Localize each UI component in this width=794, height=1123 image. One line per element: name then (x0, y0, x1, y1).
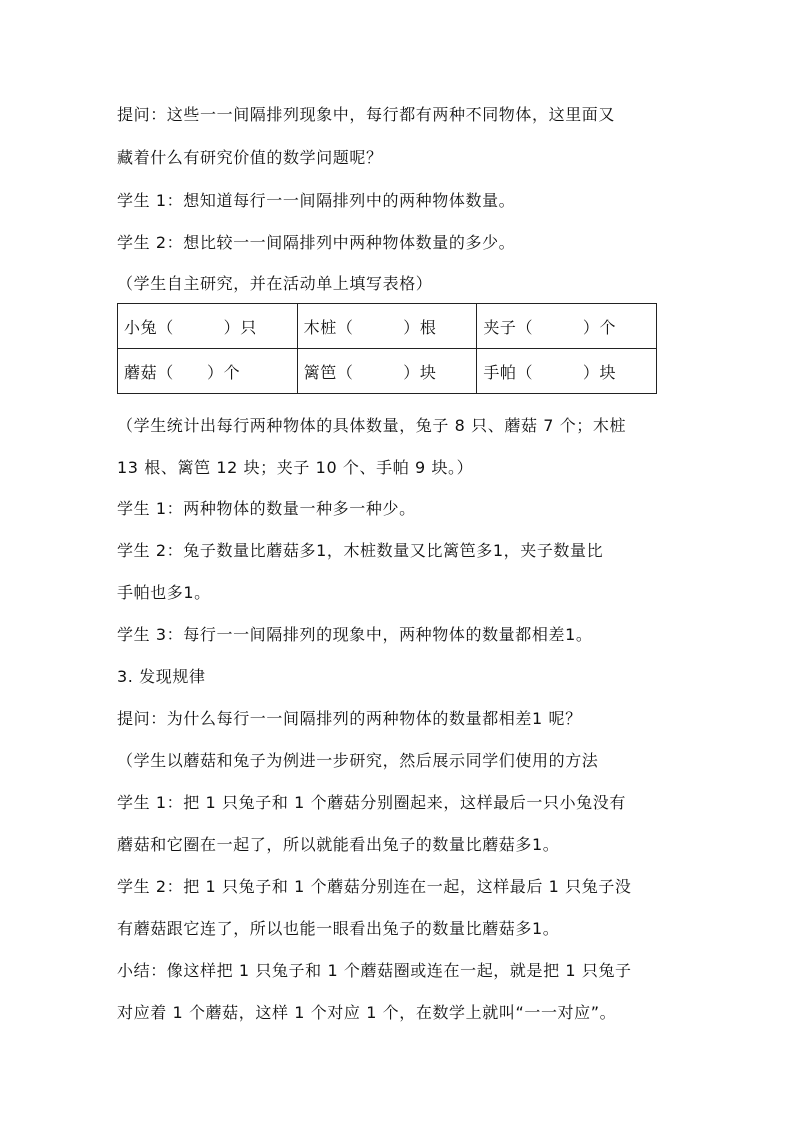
student-1-answer: 学生 1：想知道每行一一间隔排列中的两种物体数量。 (117, 191, 516, 210)
student-2-method-2: 有蘑菇跟它连了，所以也能一眼看出兔子的数量比蘑菇多1。 (117, 919, 560, 938)
question-line-2: 藏着什么有研究价值的数学问题呢？ (117, 148, 383, 167)
table-cell-clip: 夹子（ ）个 (477, 304, 657, 349)
student-2-answer: 学生 2：想比较一一间隔排列中两种物体数量的多少。 (117, 233, 516, 252)
summary-line-2: 对应着 1 个蘑菇，这样 1 个对应 1 个，在数学上就叫“一一对应”。 (117, 1003, 617, 1022)
table-cell-rabbit: 小兔（ ）只 (118, 304, 298, 349)
stats-line-2: 13 根、篱笆 12 块；夹子 10 个、手帕 9 块。） (117, 458, 474, 477)
student-1-method-1: 学生 1：把 1 只兔子和 1 个蘑菇分别圈起来，这样最后一只小兔没有 (117, 793, 626, 812)
table-cell-fence: 篱笆（ ）块 (297, 349, 477, 394)
activity-note: （学生自主研究，并在活动单上填写表格） (117, 274, 433, 293)
student-1-method-2: 蘑菇和它圈在一起了，所以就能看出兔子的数量比蘑菇多1。 (117, 835, 560, 854)
question-why: 提问：为什么每行一一间隔排列的两种物体的数量都相差1 呢？ (117, 709, 582, 728)
table-cell-handkerchief: 手帕（ ）块 (477, 349, 657, 394)
research-note: （学生以蘑菇和兔子为例进一步研究，然后展示同学们使用的方法 (117, 751, 599, 770)
student-3-observation: 学生 3：每行一一间隔排列的现象中，两种物体的数量都相差1。 (117, 625, 593, 644)
student-2-method-1: 学生 2：把 1 只兔子和 1 个蘑菇分别连在一起，这样最后 1 只兔子没 (117, 877, 632, 896)
student-2-observation-1: 学生 2：兔子数量比蘑菇多1，木桩数量又比篱笆多1，夹子数量比 (117, 541, 604, 560)
stats-line-1: （学生统计出每行两种物体的具体数量，兔子 8 只、蘑菇 7 个；木桩 (117, 416, 627, 435)
count-table (117, 303, 657, 394)
student-1-observation: 学生 1：两种物体的数量一种多一种少。 (117, 499, 416, 518)
table-row (118, 304, 657, 349)
student-2-observation-2: 手帕也多1。 (117, 583, 211, 602)
section-heading: 3. 发现规律 (117, 667, 206, 686)
table-cell-mushroom: 蘑菇（ ）个 (118, 349, 298, 394)
table-cell-stake: 木桩（ ）根 (297, 304, 477, 349)
summary-line-1: 小结：像这样把 1 只兔子和 1 个蘑菇圈或连在一起，就是把 1 只兔子 (117, 961, 632, 980)
question-line-1: 提问：这些一一间隔排列现象中，每行都有两种不同物体，这里面又 (117, 105, 616, 124)
table-row (118, 349, 657, 394)
